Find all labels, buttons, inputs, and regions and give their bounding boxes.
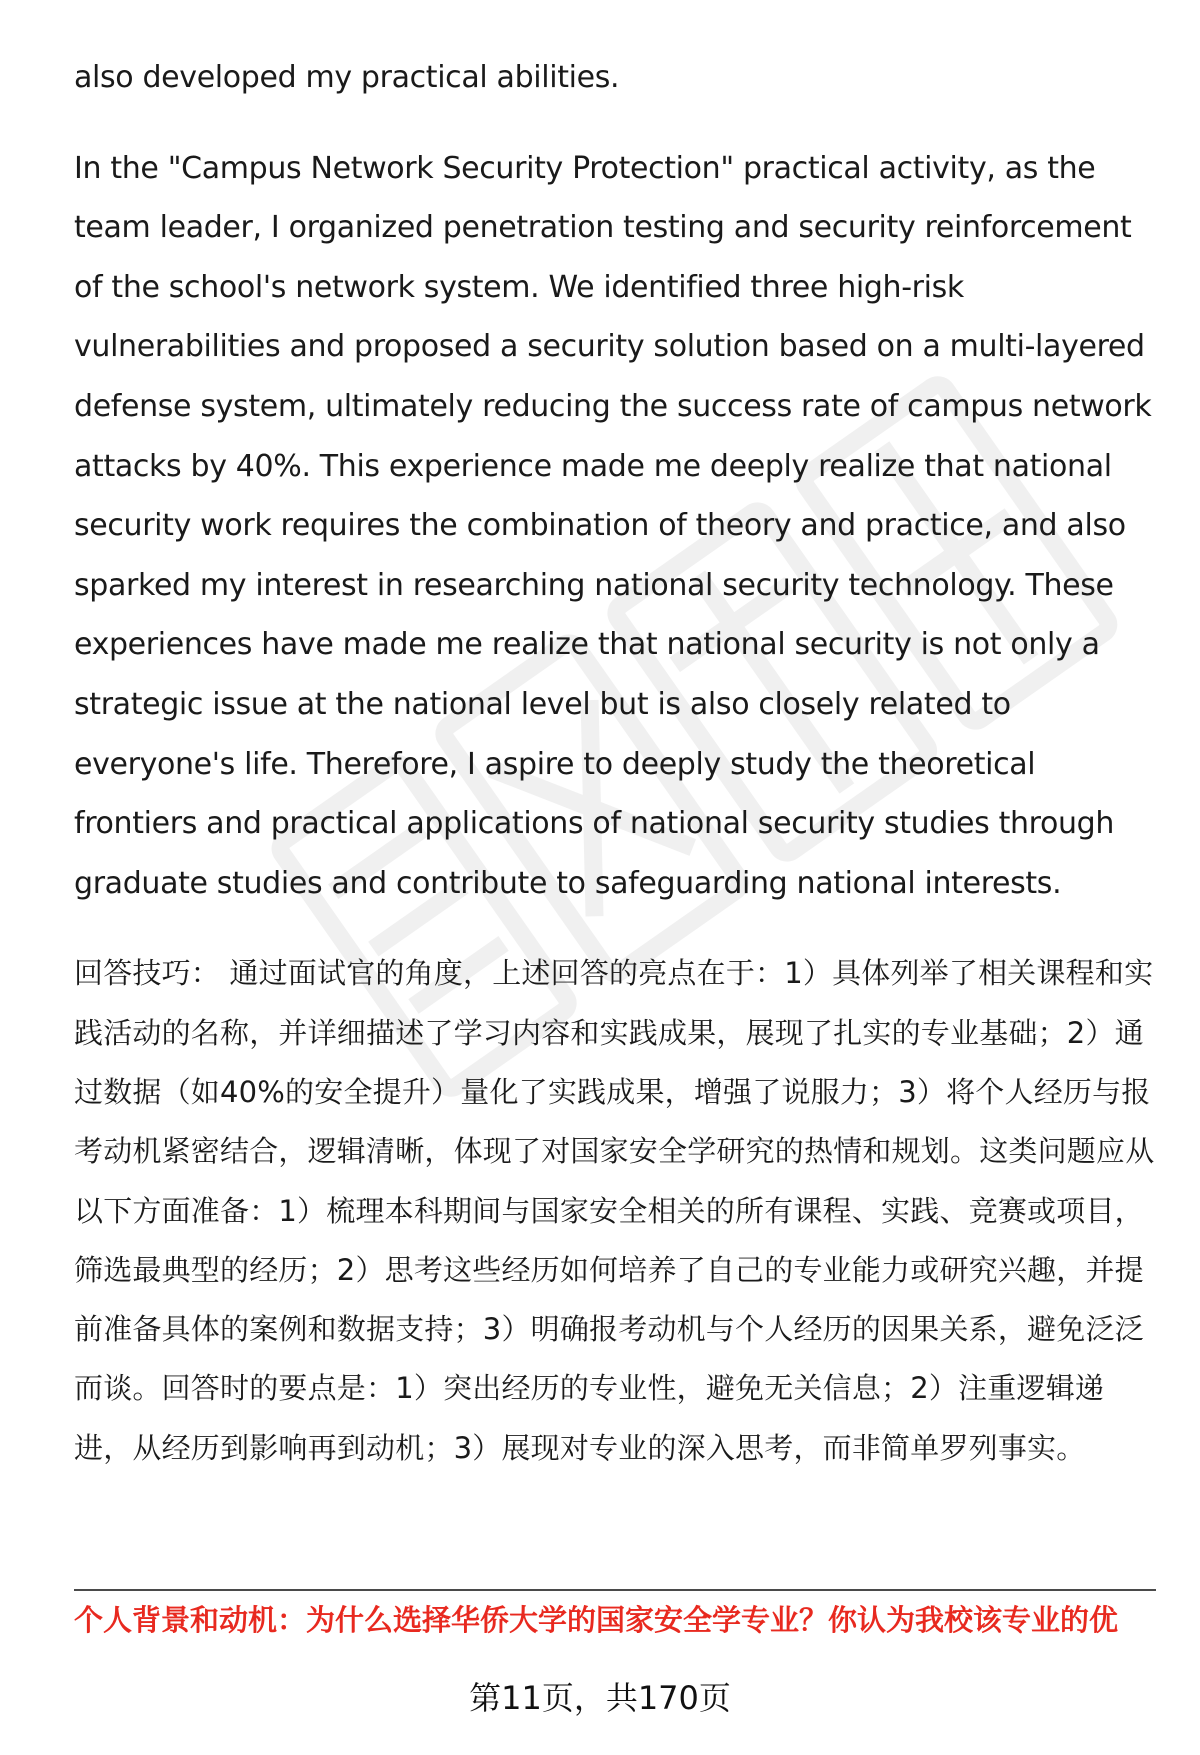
- next-question-heading: 个人背景和动机：为什么选择华侨大学的国家安全学专业？你认为我校该专业的优: [74, 1603, 1119, 1637]
- paragraph-intro-fragment: also developed my practical abilities.: [74, 60, 620, 95]
- document-body: [74, 48, 1160, 1478]
- answer-tips-paragraph: 回答技巧： 通过面试官的角度，上述回答的亮点在于：1）具体列举了相关课程和实践活动的名称，并详细描述了学习内容和实践成果，展现了扎实的专业基础；2）通过数据（如40%的安全提升）量化了实践成果，增强了说服力；3）将个人经历与报考动机紧密结合，逻辑清晰，体现了对国家安全学研究的热情和规划。这类问题应从以下方面准备：1）梳理本科期间与国家安全相关的所有课程、实践、竞赛或项目，筛选最典型的经历；2）思考这些经历如何培养了自己的专业能力或研究兴趣，并提前准备具体的案例和数据支持；3）明确报考动机与个人经历的因果关系，避免泛泛而谈。回答时的要点是：1）突出经历的专业性，避免无关信息；2）注重逻辑递进，从经历到影响再到动机；3）展现对专业的深入思考，而非简单罗列事实。: [74, 956, 1155, 1465]
- section-divider: [74, 1589, 1156, 1591]
- page-number-footer: 第11页，共170页: [469, 1679, 731, 1717]
- paragraph-campus-security: In the "Campus Network Security Protection" practical activity, as the team leader, I organized penetration testing and security reinforcement of the school's network system. We identified three high-risk vulnerabilities and proposed a security solution based on a multi-layered defense system, ultimately reducing the success rate of campus network attacks by 40%. This experience made me deeply realize that national security work requires the combination of theory and practice, and also sparked my interest in researching national security technology. These experiences have made me realize that national security is not only a strategic issue at the national level but is also closely related to everyone's life. Therefore, I aspire to deeply study the theoretical frontiers and practical applications of national security studies through graduate studies and contribute to safeguarding national interests.: [74, 150, 1152, 901]
